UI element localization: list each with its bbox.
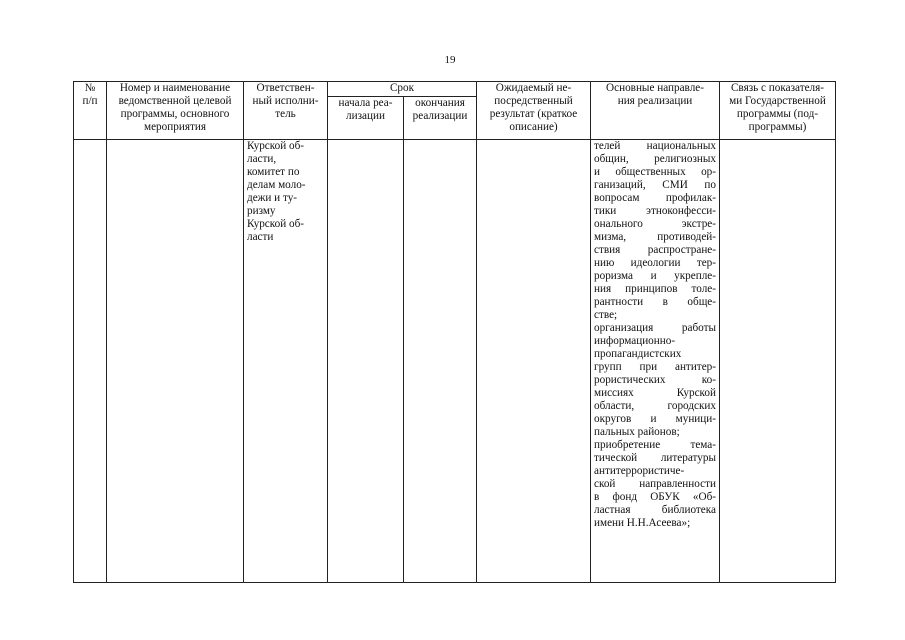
directions-line: ганизаций, СМИ по: [594, 179, 716, 191]
cell-text-line: мероприятия: [144, 121, 206, 133]
directions-line: вопросам профилак-: [594, 192, 716, 204]
cell-text-line: Ожидаемый не-: [495, 82, 572, 94]
directions-line: рористических ко-: [594, 374, 716, 386]
cell-text-line: ласти,: [247, 153, 277, 165]
directions-line: ствия распростране-: [594, 244, 716, 256]
cell-text-line: Ответствен-: [256, 82, 315, 94]
cell-term-start: [328, 140, 404, 583]
cell-text-line: Номер и наименование: [119, 82, 231, 94]
cell-text-line: комитет по: [247, 166, 300, 178]
header-program-name: [107, 82, 244, 140]
cell-text-line: Основные направле-: [606, 82, 704, 94]
directions-line: ластная библиотека: [594, 504, 716, 516]
directions-line: округов и муници-: [594, 413, 716, 425]
cell-program-name: [107, 140, 244, 583]
directions-line: общин, религиозных: [594, 153, 716, 165]
directions-line: рантности в обще-: [594, 296, 716, 308]
cell-text-line: Курской об-: [247, 140, 305, 152]
cell-number: [74, 140, 107, 583]
cell-text-line: программы (под-: [736, 108, 819, 120]
directions-line: роризма и укрепле-: [594, 270, 716, 282]
cell-text-line: реализации: [412, 110, 468, 122]
header-expected-result: [477, 82, 591, 140]
directions-line: ской направленности: [594, 478, 716, 490]
cell-text-line: ния реализации: [617, 95, 693, 107]
cell-text-line: ный исполни-: [252, 95, 319, 107]
cell-main-directions: [591, 140, 720, 583]
header-indicator-link: [720, 82, 836, 140]
directions-line: и общественных ор-: [594, 166, 716, 178]
cell-text-line: окончания: [415, 97, 465, 109]
directions-line: области, городских: [594, 400, 716, 412]
directions-line: тической литературы: [594, 452, 716, 464]
directions-line: нию идеологии тер-: [594, 257, 716, 269]
cell-text-line: описание): [509, 121, 558, 133]
directions-line: имени Н.Н.Асеева»;: [594, 517, 691, 529]
cell-text-line: делам моло-: [247, 179, 306, 191]
header-term-end: [404, 97, 477, 140]
directions-line: пропагандистских: [594, 348, 682, 360]
directions-line: пальных районов;: [594, 426, 680, 438]
directions-line: информационно-: [594, 335, 676, 347]
directions-line: телей национальных: [594, 140, 716, 152]
cell-text-line: посредственный: [494, 95, 573, 107]
directions-line: групп при антитер-: [594, 361, 716, 373]
directions-line: ния принципов толе-: [594, 283, 716, 295]
cell-text-line: программы): [748, 121, 807, 133]
program-table: [73, 81, 836, 583]
header-term: Срок: [328, 82, 477, 97]
cell-text-line: ведомственной целевой: [118, 95, 232, 107]
directions-line: организация работы: [594, 322, 716, 334]
cell-text-line: лизации: [346, 110, 385, 122]
directions-line: миссиях Курской: [594, 387, 716, 399]
cell-responsible: [244, 140, 328, 583]
cell-text-line: результат (краткое: [489, 108, 578, 120]
page-number: 19: [444, 54, 456, 66]
cell-text-line: программы, основного: [120, 108, 230, 120]
directions-line: приобретение тема-: [594, 439, 716, 451]
cell-text-line: ми Государственной: [729, 95, 826, 107]
directions-line: антитеррористиче-: [594, 465, 685, 477]
directions-line: мизма, противодей-: [594, 231, 716, 243]
directions-line: стве;: [594, 309, 618, 321]
cell-indicator-link: [720, 140, 836, 583]
cell-text-line: дежи и ту-: [247, 192, 298, 204]
directions-line: тики этноконфесси-: [594, 205, 716, 217]
cell-term-end: [404, 140, 477, 583]
header-main-directions: [591, 82, 720, 140]
cell-text-line: ласти: [247, 231, 274, 243]
header-term-start: [328, 97, 404, 140]
cell-text-line: Связь с показателя-: [730, 82, 825, 94]
header-responsible: [244, 82, 328, 140]
cell-text-line: начала реа-: [338, 97, 393, 109]
cell-text-line: №: [84, 82, 96, 94]
cell-text-line: ризму: [247, 205, 276, 217]
header-number: [74, 82, 107, 140]
directions-line: онального экстре-: [594, 218, 716, 230]
table-row: [74, 140, 836, 583]
cell-text-line: п/п: [82, 95, 98, 107]
cell-text-line: Курской об-: [247, 218, 305, 230]
directions-line: в фонд ОБУК «Об-: [594, 491, 716, 503]
cell-expected-result: [477, 140, 591, 583]
cell-text-line: тель: [275, 108, 296, 120]
